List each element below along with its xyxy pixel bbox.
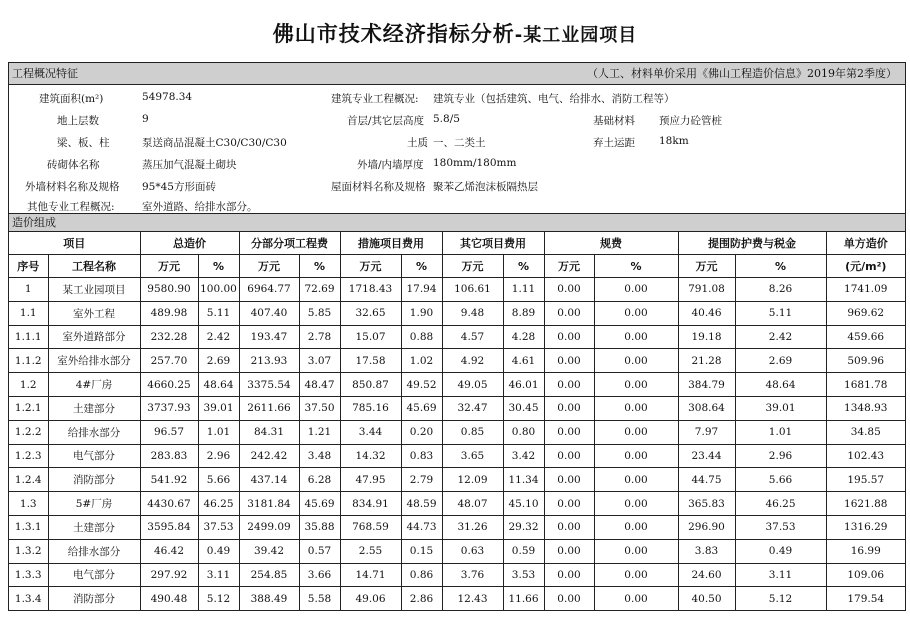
- table-cell: 45.69: [401, 396, 442, 420]
- table-cell: 283.83: [140, 444, 198, 468]
- table-cell: 1.21: [299, 420, 340, 444]
- value-roof-material: 聚苯乙烯泡沫板隔热层: [433, 181, 538, 193]
- table-cell: 0.00: [544, 325, 594, 349]
- table-cell: 1621.88: [826, 492, 905, 516]
- table-cell: 46.42: [140, 539, 198, 563]
- table-cell: 9.48: [442, 301, 503, 325]
- table-cell: 49.06: [340, 587, 401, 611]
- title-project: -某工业园项目: [514, 25, 638, 46]
- table-cell: 0.00: [544, 420, 594, 444]
- table-cell: 0.80: [503, 420, 544, 444]
- table-cell: 46.01: [503, 373, 544, 397]
- table-cell: 39.01: [735, 396, 826, 420]
- table-cell: 0.00: [544, 278, 594, 302]
- table-row: [9, 539, 905, 563]
- label-foundation: 基础材料: [593, 115, 635, 127]
- header-seq-no: 序号: [9, 255, 48, 278]
- table-cell: 0.00: [544, 301, 594, 325]
- table-cell: 0.83: [401, 444, 442, 468]
- table-cell: 541.92: [140, 468, 198, 492]
- table-cell: 3.83: [678, 539, 735, 563]
- table-cell: 2.69: [198, 349, 239, 373]
- table-cell: 1.1.2: [9, 349, 48, 373]
- table-cell: 6964.77: [239, 278, 299, 302]
- table-cell: 37.50: [299, 396, 340, 420]
- table-cell: 17.58: [340, 349, 401, 373]
- value-building-area: 54978.34: [142, 91, 193, 103]
- table-cell: 47.95: [340, 468, 401, 492]
- table-cell: 0.00: [594, 444, 678, 468]
- table-cell: 30.45: [503, 396, 544, 420]
- table-row: [9, 373, 905, 397]
- table-cell: 3.42: [503, 444, 544, 468]
- project-overview: [9, 85, 905, 214]
- table-cell: 1.3.4: [9, 587, 48, 611]
- table-cell: 0.85: [442, 420, 503, 444]
- table-cell: 509.96: [826, 349, 905, 373]
- table-cell: 3.53: [503, 563, 544, 587]
- table-cell: 室外道路部分: [48, 325, 140, 349]
- header-measure-cost: 措施项目费用: [340, 232, 442, 255]
- table-cell: 388.49: [239, 587, 299, 611]
- table-cell: 4660.25: [140, 373, 198, 397]
- table-cell: 19.18: [678, 325, 735, 349]
- table-cell: 3.65: [442, 444, 503, 468]
- table-cell: 11.34: [503, 468, 544, 492]
- table-row: [9, 396, 905, 420]
- overview-header: [9, 63, 905, 85]
- table-cell: 0.88: [401, 325, 442, 349]
- header-row-groups: [9, 232, 905, 255]
- table-cell: 785.16: [340, 396, 401, 420]
- header-unit: 万元: [544, 255, 594, 278]
- table-cell: 0.00: [594, 492, 678, 516]
- table-cell: 4.61: [503, 349, 544, 373]
- table-cell: 11.66: [503, 587, 544, 611]
- table-cell: 0.00: [594, 468, 678, 492]
- table-cell: 48.64: [198, 373, 239, 397]
- header-unit: %: [198, 255, 239, 278]
- label-floor-height: 首层/其它层高度: [347, 115, 425, 127]
- table-cell: 102.43: [826, 444, 905, 468]
- table-cell: 72.69: [299, 278, 340, 302]
- table-cell: 5#厂房: [48, 492, 140, 516]
- table-cell: 3.11: [735, 563, 826, 587]
- table-cell: 16.99: [826, 539, 905, 563]
- table-cell: 1.2.2: [9, 420, 48, 444]
- table-cell: 1.2: [9, 373, 48, 397]
- header-unit: %: [299, 255, 340, 278]
- table-cell: 459.66: [826, 325, 905, 349]
- table-cell: 365.83: [678, 492, 735, 516]
- table-cell: 1.90: [401, 301, 442, 325]
- table-cell: 0.00: [544, 587, 594, 611]
- table-row: [9, 563, 905, 587]
- value-spoil-distance: 18km: [659, 135, 689, 147]
- table-cell: 2.42: [198, 325, 239, 349]
- table-cell: 0.59: [503, 539, 544, 563]
- table-cell: 5.11: [198, 301, 239, 325]
- table-cell: 3737.93: [140, 396, 198, 420]
- table-cell: 1.1: [9, 301, 48, 325]
- table-cell: 5.12: [198, 587, 239, 611]
- table-cell: 4430.67: [140, 492, 198, 516]
- table-cell: 257.70: [140, 349, 198, 373]
- table-cell: 40.46: [678, 301, 735, 325]
- table-cell: 0.00: [594, 301, 678, 325]
- header-unit: %: [503, 255, 544, 278]
- table-cell: 48.59: [401, 492, 442, 516]
- table-cell: 48.47: [299, 373, 340, 397]
- table-cell: 0.00: [594, 515, 678, 539]
- table-cell: 31.26: [442, 515, 503, 539]
- table-cell: 44.75: [678, 468, 735, 492]
- label-soil: 土质: [407, 137, 428, 149]
- table-cell: 46.25: [735, 492, 826, 516]
- header-unit: 万元: [340, 255, 401, 278]
- table-cell: 电气部分: [48, 563, 140, 587]
- table-cell: 12.43: [442, 587, 503, 611]
- table-cell: 0.00: [594, 278, 678, 302]
- table-cell: 5.12: [735, 587, 826, 611]
- header-subitem-cost: 分部分项工程费: [239, 232, 340, 255]
- table-cell: 39.01: [198, 396, 239, 420]
- table-row: [9, 468, 905, 492]
- indicator-sheet: [8, 62, 906, 611]
- table-cell: 1316.29: [826, 515, 905, 539]
- table-cell: 2.96: [735, 444, 826, 468]
- table-cell: 3.44: [340, 420, 401, 444]
- header-project: 项目: [9, 232, 140, 255]
- header-unit: 万元: [140, 255, 198, 278]
- table-cell: 0.15: [401, 539, 442, 563]
- table-cell: 179.54: [826, 587, 905, 611]
- table-cell: 195.57: [826, 468, 905, 492]
- header-unit: 万元: [239, 255, 299, 278]
- table-cell: 4#厂房: [48, 373, 140, 397]
- table-cell: 2.69: [735, 349, 826, 373]
- table-cell: 0.00: [544, 515, 594, 539]
- table-cell: 1.2.1: [9, 396, 48, 420]
- table-cell: 1.2.3: [9, 444, 48, 468]
- label-wall-thickness: 外墙/内墙厚度: [357, 159, 424, 171]
- table-cell: 1348.93: [826, 396, 905, 420]
- cost-section-header: 造价组成: [9, 214, 905, 232]
- table-row: [9, 325, 905, 349]
- table-row: [9, 444, 905, 468]
- table-cell: 5.66: [735, 468, 826, 492]
- table-cell: 0.86: [401, 563, 442, 587]
- table-cell: 0.00: [594, 539, 678, 563]
- table-cell: 14.32: [340, 444, 401, 468]
- table-cell: 3.48: [299, 444, 340, 468]
- table-cell: 3.07: [299, 349, 340, 373]
- table-cell: 23.44: [678, 444, 735, 468]
- table-cell: 37.53: [735, 515, 826, 539]
- table-cell: 37.53: [198, 515, 239, 539]
- table-cell: 296.90: [678, 515, 735, 539]
- table-cell: 437.14: [239, 468, 299, 492]
- table-cell: 32.65: [340, 301, 401, 325]
- table-cell: 0.00: [544, 563, 594, 587]
- table-cell: 84.31: [239, 420, 299, 444]
- header-total-cost: 总造价: [140, 232, 239, 255]
- table-cell: 791.08: [678, 278, 735, 302]
- table-cell: 12.09: [442, 468, 503, 492]
- table-cell: 4.92: [442, 349, 503, 373]
- label-exterior-wall-material: 外墙材料名称及规格: [25, 181, 120, 193]
- value-other-works: 室外道路、给排水部分。: [142, 201, 258, 213]
- table-cell: 2.86: [401, 587, 442, 611]
- table-cell: 2499.09: [239, 515, 299, 539]
- table-cell: 室外给排水部分: [48, 349, 140, 373]
- table-cell: 32.47: [442, 396, 503, 420]
- table-cell: 0.00: [544, 539, 594, 563]
- table-cell: 给排水部分: [48, 420, 140, 444]
- table-cell: 7.97: [678, 420, 735, 444]
- table-cell: 39.42: [239, 539, 299, 563]
- table-cell: 1: [9, 278, 48, 302]
- table-cell: 0.20: [401, 420, 442, 444]
- table-row: [9, 278, 905, 302]
- table-cell: 49.05: [442, 373, 503, 397]
- table-cell: 100.00: [198, 278, 239, 302]
- table-cell: 1.11: [503, 278, 544, 302]
- table-row: [9, 492, 905, 516]
- value-soil: 一、二类土: [433, 137, 486, 149]
- value-foundation: 预应力砼管桩: [659, 115, 722, 127]
- table-cell: 消防部分: [48, 468, 140, 492]
- table-cell: 室外工程: [48, 301, 140, 325]
- table-cell: 3.66: [299, 563, 340, 587]
- table-cell: 254.85: [239, 563, 299, 587]
- table-cell: 768.59: [340, 515, 401, 539]
- table-cell: 35.88: [299, 515, 340, 539]
- header-unit: 万元: [442, 255, 503, 278]
- table-cell: 0.49: [735, 539, 826, 563]
- label-floors: 地上层数: [57, 115, 99, 127]
- table-cell: 0.00: [544, 396, 594, 420]
- table-cell: 193.47: [239, 325, 299, 349]
- table-cell: 44.73: [401, 515, 442, 539]
- value-floor-height: 5.8/5: [433, 113, 460, 125]
- table-cell: 40.50: [678, 587, 735, 611]
- table-cell: 96.57: [140, 420, 198, 444]
- table-cell: 5.58: [299, 587, 340, 611]
- table-cell: 8.89: [503, 301, 544, 325]
- table-row: [9, 301, 905, 325]
- table-cell: 1718.43: [340, 278, 401, 302]
- table-cell: 297.92: [140, 563, 198, 587]
- table-cell: 109.06: [826, 563, 905, 587]
- table-cell: 1.3.1: [9, 515, 48, 539]
- table-cell: 0.00: [594, 396, 678, 420]
- table-cell: 46.25: [198, 492, 239, 516]
- table-cell: 0.00: [544, 492, 594, 516]
- table-cell: 电气部分: [48, 444, 140, 468]
- table-cell: 3181.84: [239, 492, 299, 516]
- table-cell: 4.28: [503, 325, 544, 349]
- table-cell: 4.57: [442, 325, 503, 349]
- value-masonry: 蒸压加气混凝土砌块: [142, 159, 237, 171]
- header-row-units: [9, 255, 905, 278]
- label-spoil-distance: 弃土运距: [593, 137, 635, 149]
- table-cell: 1741.09: [826, 278, 905, 302]
- table-cell: 834.91: [340, 492, 401, 516]
- table-cell: 1681.78: [826, 373, 905, 397]
- header-unit: (元/m²): [826, 255, 905, 278]
- header-other-cost: 其它项目费用: [442, 232, 544, 255]
- table-cell: 850.87: [340, 373, 401, 397]
- table-cell: 48.64: [735, 373, 826, 397]
- table-cell: 1.01: [198, 420, 239, 444]
- table-cell: 232.28: [140, 325, 198, 349]
- table-cell: 2.79: [401, 468, 442, 492]
- value-exterior-wall-material: 95*45方形面砖: [142, 181, 216, 193]
- header-work-name: 工程名称: [48, 255, 140, 278]
- table-cell: 3375.54: [239, 373, 299, 397]
- table-cell: 1.3: [9, 492, 48, 516]
- table-cell: 0.00: [594, 420, 678, 444]
- table-cell: 0.00: [594, 563, 678, 587]
- table-cell: 5.11: [735, 301, 826, 325]
- table-cell: 0.57: [299, 539, 340, 563]
- table-row: [9, 420, 905, 444]
- table-cell: 407.40: [239, 301, 299, 325]
- label-roof-material: 屋面材料名称及规格: [331, 181, 426, 193]
- header-unit: %: [735, 255, 826, 278]
- table-cell: 45.69: [299, 492, 340, 516]
- table-cell: 48.07: [442, 492, 503, 516]
- table-cell: 0.63: [442, 539, 503, 563]
- table-cell: 1.1.1: [9, 325, 48, 349]
- table-cell: 0.00: [544, 444, 594, 468]
- title-main: 佛山市技术经济指标分析: [272, 22, 515, 46]
- label-beam-slab-column: 梁、板、柱: [57, 137, 110, 149]
- table-cell: 5.66: [198, 468, 239, 492]
- table-row: [9, 515, 905, 539]
- table-cell: 8.26: [735, 278, 826, 302]
- header-unit-cost: 单方造价: [826, 232, 905, 255]
- table-cell: 给排水部分: [48, 539, 140, 563]
- header-unit: 万元: [678, 255, 735, 278]
- table-cell: 0.00: [594, 349, 678, 373]
- table-cell: 0.00: [594, 373, 678, 397]
- value-wall-thickness: 180mm/180mm: [433, 157, 517, 169]
- table-cell: 6.28: [299, 468, 340, 492]
- table-cell: 0.49: [198, 539, 239, 563]
- value-building-scope: 建筑专业（包括建筑、电气、给排水、消防工程等）: [433, 93, 675, 105]
- table-cell: 2611.66: [239, 396, 299, 420]
- table-cell: 45.10: [503, 492, 544, 516]
- table-cell: 5.85: [299, 301, 340, 325]
- table-cell: 0.00: [544, 373, 594, 397]
- table-cell: 15.07: [340, 325, 401, 349]
- header-unit: %: [401, 255, 442, 278]
- label-other-works: 其他专业工程概况:: [27, 201, 115, 213]
- header-unit: %: [594, 255, 678, 278]
- table-cell: 3.11: [198, 563, 239, 587]
- table-cell: 490.48: [140, 587, 198, 611]
- table-cell: 242.42: [239, 444, 299, 468]
- page-title: [0, 18, 910, 48]
- table-row: [9, 349, 905, 373]
- table-cell: 0.00: [594, 587, 678, 611]
- table-cell: 消防部分: [48, 587, 140, 611]
- table-cell: 384.79: [678, 373, 735, 397]
- table-row: [9, 587, 905, 611]
- table-cell: 3.76: [442, 563, 503, 587]
- table-cell: 2.55: [340, 539, 401, 563]
- table-cell: 21.28: [678, 349, 735, 373]
- header-fees: 规费: [544, 232, 678, 255]
- table-cell: 213.93: [239, 349, 299, 373]
- label-building-scope: 建筑专业工程概况:: [331, 93, 419, 105]
- label-masonry: 砖砌体名称: [47, 159, 100, 171]
- table-cell: 9580.90: [140, 278, 198, 302]
- header-protection-tax: 提围防护费与税金: [678, 232, 826, 255]
- table-cell: 106.61: [442, 278, 503, 302]
- table-cell: 29.32: [503, 515, 544, 539]
- price-source-note: （人工、材料单价采用《佛山工程造价信息》2019年第2季度）: [587, 67, 897, 80]
- table-cell: 3595.84: [140, 515, 198, 539]
- value-floors: 9: [142, 113, 149, 125]
- table-cell: 17.94: [401, 278, 442, 302]
- table-cell: 34.85: [826, 420, 905, 444]
- table-cell: 土建部分: [48, 515, 140, 539]
- table-cell: 1.2.4: [9, 468, 48, 492]
- table-cell: 0.00: [544, 349, 594, 373]
- table-cell: 24.60: [678, 563, 735, 587]
- table-cell: 1.3.2: [9, 539, 48, 563]
- table-cell: 49.52: [401, 373, 442, 397]
- table-cell: 969.62: [826, 301, 905, 325]
- value-beam-slab-column: 泵送商品混凝土C30/C30/C30: [142, 137, 287, 149]
- table-cell: 1.02: [401, 349, 442, 373]
- cost-breakdown-table: [9, 232, 905, 611]
- table-cell: 2.96: [198, 444, 239, 468]
- table-cell: 14.71: [340, 563, 401, 587]
- table-cell: 某工业园项目: [48, 278, 140, 302]
- table-cell: 1.01: [735, 420, 826, 444]
- table-cell: 489.98: [140, 301, 198, 325]
- table-cell: 308.64: [678, 396, 735, 420]
- table-cell: 0.00: [594, 325, 678, 349]
- table-cell: 土建部分: [48, 396, 140, 420]
- table-cell: 1.3.3: [9, 563, 48, 587]
- label-building-area: 建筑面积(m²): [39, 93, 104, 105]
- table-cell: 0.00: [544, 468, 594, 492]
- overview-title: 工程概况特征: [12, 67, 78, 80]
- table-cell: 2.78: [299, 325, 340, 349]
- table-cell: 2.42: [735, 325, 826, 349]
